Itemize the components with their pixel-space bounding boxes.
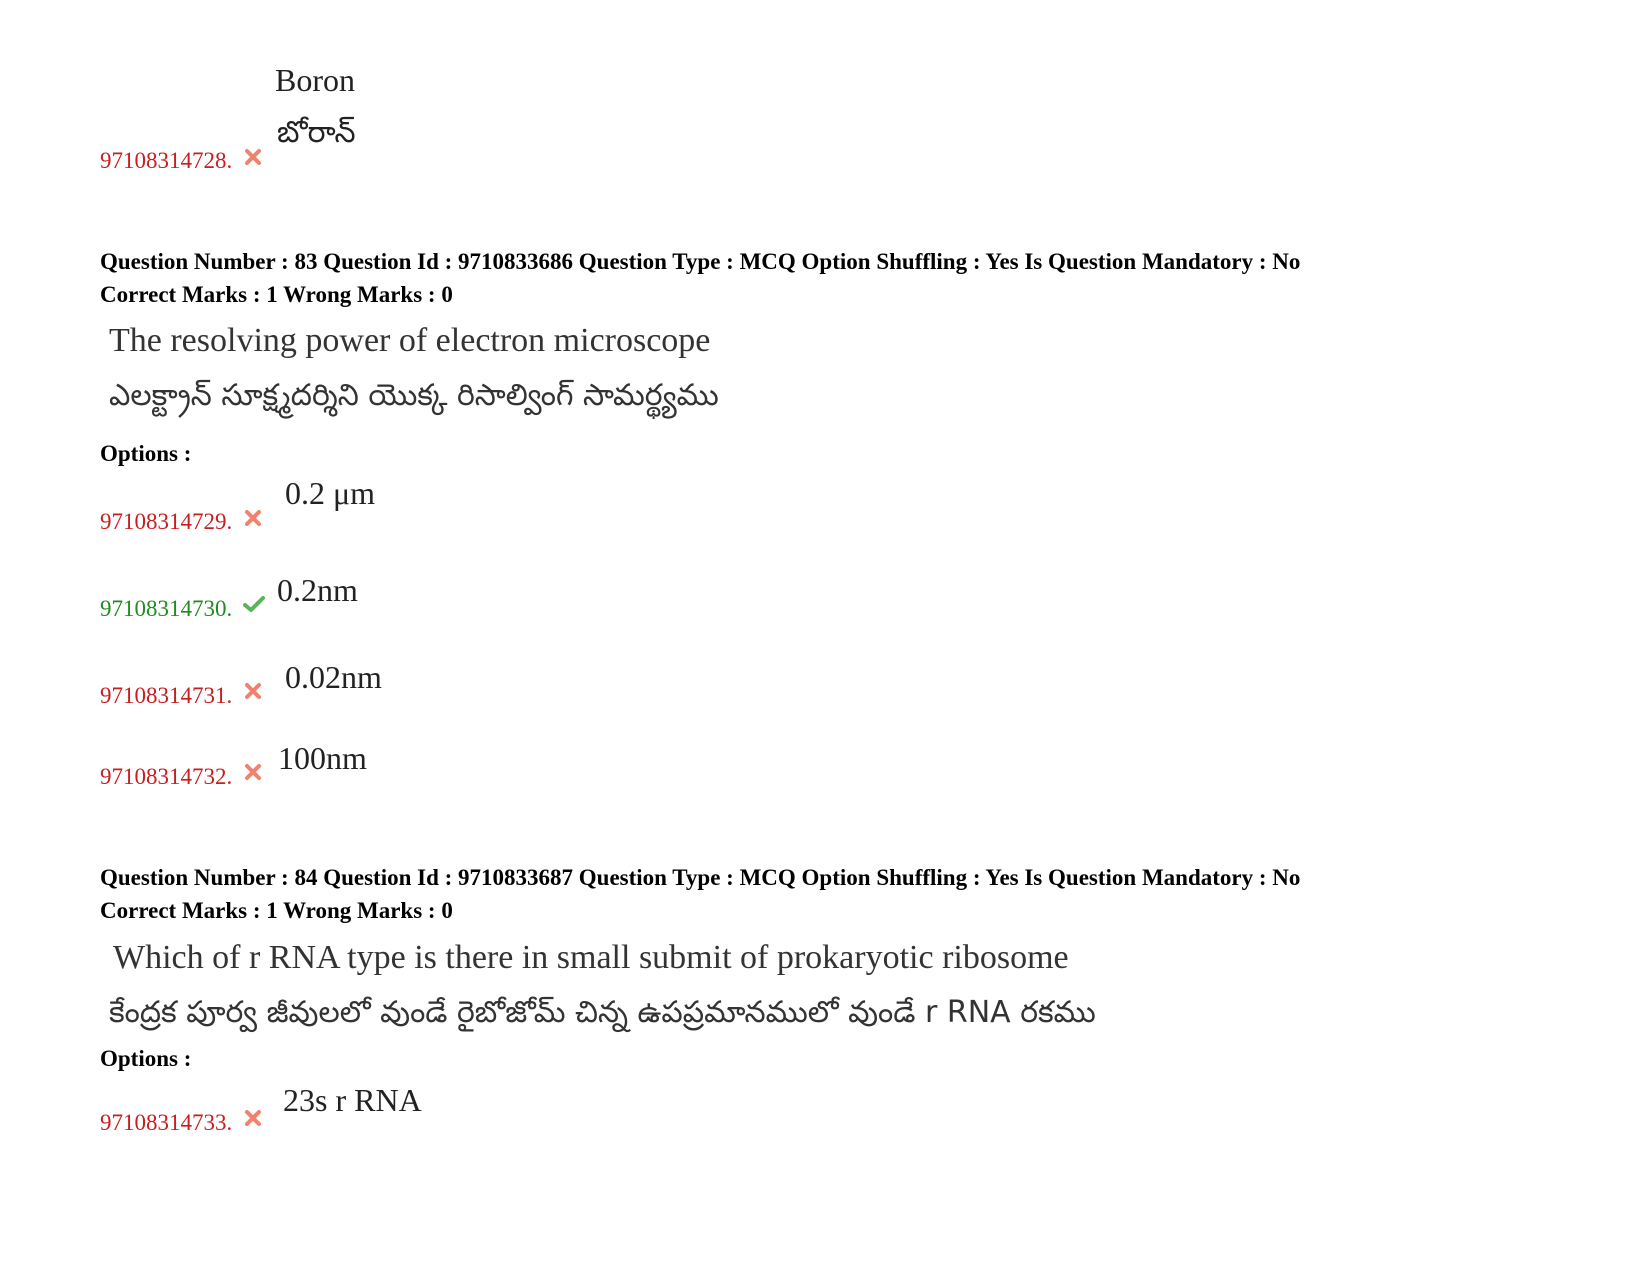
q84-meta-line2: Correct Marks : 1 Wrong Marks : 0 bbox=[100, 898, 453, 923]
cross-icon bbox=[244, 1109, 262, 1127]
q84-option-1-text: 23s r RNA bbox=[283, 1082, 422, 1118]
q83-meta-line2: Correct Marks : 1 Wrong Marks : 0 bbox=[100, 282, 453, 307]
q83-option-2-id: 97108314730. bbox=[100, 596, 233, 621]
q83-options-label: Options : bbox=[100, 441, 192, 466]
prev-option-id: 97108314728. bbox=[100, 148, 233, 173]
q83-stem-telugu: ఎలక్ట్రాన్ సూక్ష్మదర్శిని యొక్క రిసాల్వింగ్ సామర్థ్యము bbox=[109, 378, 719, 413]
cross-icon bbox=[244, 148, 262, 166]
prev-option-telugu: బోరాన్ bbox=[277, 115, 356, 150]
q83-option-1-id: 97108314729. bbox=[100, 509, 233, 534]
cross-icon bbox=[244, 509, 262, 527]
q83-option-2-text: 0.2nm bbox=[277, 572, 358, 608]
q83-meta-line1: Question Number : 83 Question Id : 9710833686 Question Type : MCQ Option Shuffling : Yes Is Question Mandatory : No bbox=[100, 249, 1301, 274]
cross-icon bbox=[244, 763, 262, 781]
q83-option-4-text: 100nm bbox=[278, 740, 367, 776]
q84-option-1-id: 97108314733. bbox=[100, 1110, 233, 1135]
q83-option-3-text: 0.02nm bbox=[285, 659, 382, 695]
q83-option-1-text: 0.2 μm bbox=[285, 475, 376, 511]
q84-stem-telugu: కేంద్రక పూర్వ జీవులలో వుండే రైబోజోమ్ చిన్న ఉపప్రమానములో వుండే r RNA రకము bbox=[109, 995, 1096, 1030]
q83-option-4-id: 97108314732. bbox=[100, 764, 233, 789]
q83-option-3-id: 97108314731. bbox=[100, 683, 233, 708]
q84-options-label: Options : bbox=[100, 1046, 192, 1071]
q84-meta-line1: Question Number : 84 Question Id : 9710833687 Question Type : MCQ Option Shuffling : Yes Is Question Mandatory : No bbox=[100, 865, 1301, 890]
cross-icon bbox=[244, 682, 262, 700]
q83-stem-english: The resolving power of electron microscope bbox=[109, 322, 711, 359]
q84-stem-english: Which of r RNA type is there in small submit of prokaryotic ribosome bbox=[113, 939, 1069, 976]
check-icon bbox=[243, 595, 265, 613]
prev-option-english: Boron bbox=[275, 62, 355, 98]
